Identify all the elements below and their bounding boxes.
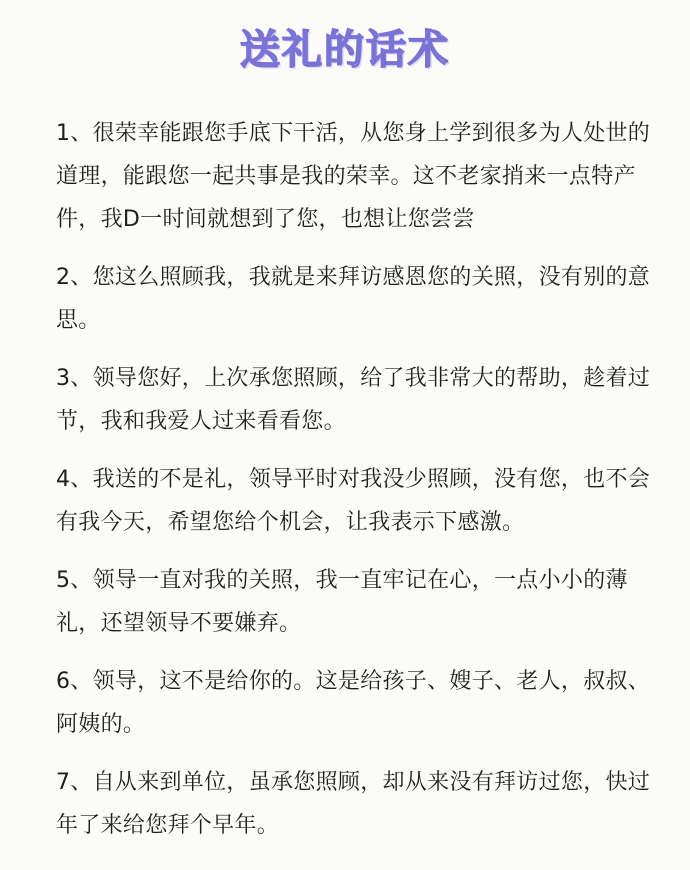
list-item: 7、自从来到单位，虽承您照顾，却从来没有拜访过您，快过年了来给您拜个早年。 (56, 770, 651, 838)
list-item: 5、领导一直对我的关照，我一直牢记在心，一点小小的薄礼，还望领导不要嫌弃。 (56, 568, 628, 636)
list-item: 2、您这么照顾我，我就是来拜访感恩您的关照，没有别的意思。 (56, 265, 651, 333)
tips-list (56, 112, 660, 862)
list-item: 1、很荣幸能跟您手底下干活，从您身上学到很多为人处世的道理，能跟您一起共事是我的荣幸。这不老家捎来一点特产件，我D一时间就想到了您，也想让您尝尝 (56, 121, 651, 232)
list-item: 3、领导您好，上次承您照顾，给了我非常大的帮助，趁着过节，我和我爱人过来看看您。 (56, 366, 651, 434)
page-title: 送礼的话术 (240, 27, 450, 73)
list-item: 4、我送的不是礼，领导平时对我没少照顾，没有您，也不会有我今天，希望您给个机会，让我表示下感激。 (56, 467, 651, 535)
list-item: 6、领导，这不是给你的。这是给孩子、嫂子、老人，叔叔、阿姨的。 (56, 669, 651, 737)
